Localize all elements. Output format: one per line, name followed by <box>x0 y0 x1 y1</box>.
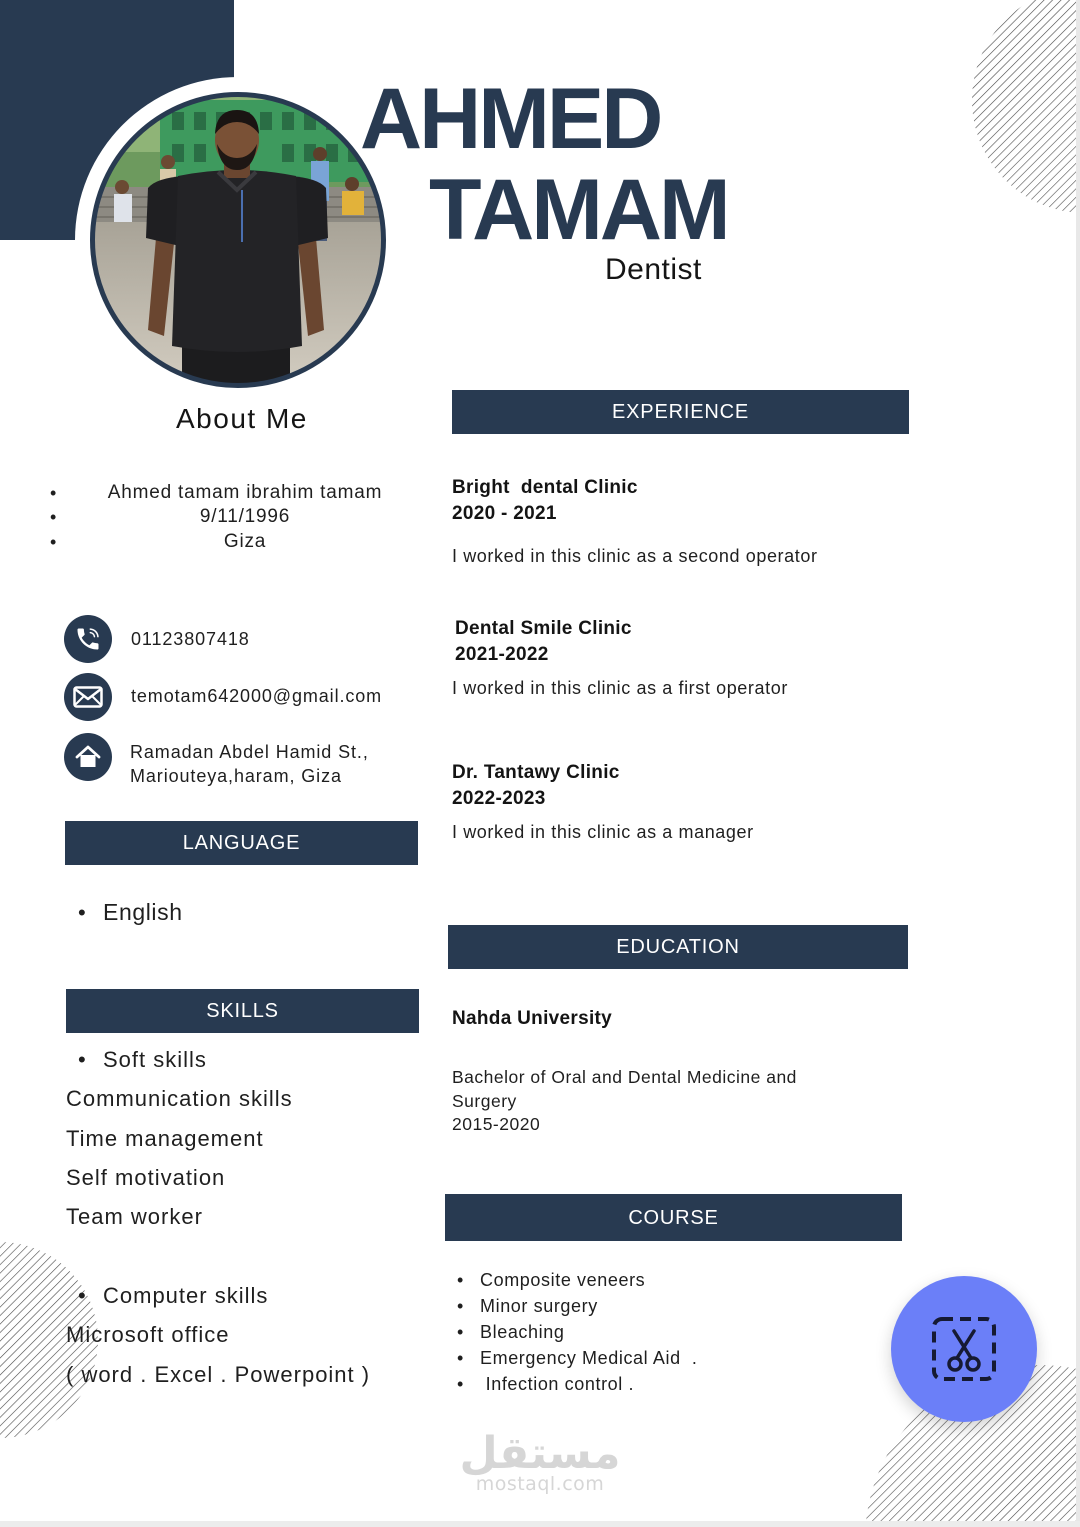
degree-line: Surgery <box>452 1091 517 1111</box>
course-item: Minor surgery <box>480 1296 598 1316</box>
course-item: Emergency Medical Aid . <box>480 1348 698 1368</box>
education-heading: EDUCATION <box>616 936 740 958</box>
bullet: • <box>457 1296 464 1316</box>
last-name: TAMAM <box>429 162 728 258</box>
phone-number: 01123807418 <box>131 629 250 649</box>
course-item: Composite veneers <box>480 1270 646 1290</box>
bullet: • <box>457 1348 464 1368</box>
screenshot-cut-icon <box>931 1316 997 1382</box>
degree-line: Bachelor of Oral and Dental Medicine and <box>452 1067 797 1087</box>
job-description: I worked in this clinic as a manager <box>452 822 754 842</box>
bullet: • <box>457 1270 464 1290</box>
hatch-circle-top-right <box>972 0 1080 213</box>
bullet: • <box>78 1283 86 1308</box>
course-header <box>445 1194 902 1241</box>
clinic-name: Dr. Tantawy Clinic <box>452 762 620 783</box>
soft-skill-item: Self motivation <box>66 1165 226 1190</box>
bullet: • <box>457 1322 464 1342</box>
job-years: 2022-2023 <box>452 788 546 809</box>
bullet: • <box>457 1374 464 1394</box>
address-line-1: Ramadan Abdel Hamid St., <box>130 742 369 762</box>
course-item: Infection control . <box>480 1374 635 1394</box>
job-description: I worked in this clinic as a second operator <box>452 546 818 566</box>
skills-header <box>66 989 419 1033</box>
address-line-2: Mariouteya,haram, Giza <box>130 766 342 786</box>
about-heading: About Me <box>176 403 308 434</box>
about-city: Giza <box>223 531 267 552</box>
clinic-name: Bright dental Clinic <box>452 477 638 498</box>
computer-skills-label: Computer skills <box>103 1283 269 1308</box>
job-description: I worked in this clinic as a first operator <box>452 678 788 698</box>
clinic-name: Dental Smile Clinic <box>455 618 632 639</box>
job-years: 2021-2022 <box>455 644 549 665</box>
profile-photo <box>90 92 386 388</box>
school-name: Nahda University <box>452 1008 613 1029</box>
email-address: temotam642000@gmail.com <box>131 686 383 706</box>
bullet: • <box>78 900 86 925</box>
language-heading: LANGUAGE <box>182 832 301 854</box>
soft-skills-label: Soft skills <box>103 1047 207 1072</box>
course-item: Bleaching <box>480 1322 565 1342</box>
bullet: • <box>78 1047 86 1072</box>
computer-skill-item: Microsoft office <box>66 1322 230 1347</box>
bullet: • <box>50 507 57 527</box>
education-years: 2015-2020 <box>452 1114 541 1134</box>
about-birth-date: 9/11/1996 <box>199 506 291 527</box>
first-name: AHMED <box>360 71 661 167</box>
soft-skill-item: Communication skills <box>66 1086 293 1111</box>
screenshot-cut-button[interactable] <box>891 1276 1037 1422</box>
home-icon <box>64 733 112 781</box>
page-edge-right <box>1076 0 1080 1527</box>
phone-icon <box>64 615 112 663</box>
watermark-logo: مستقل <box>459 1428 621 1479</box>
soft-skill-item: Team worker <box>66 1204 203 1229</box>
bullet: • <box>50 483 57 503</box>
mail-icon <box>64 673 112 721</box>
about-full-name: Ahmed tamam ibrahim tamam <box>107 482 383 503</box>
computer-skill-item: ( word . Excel . Powerpoint ) <box>66 1362 371 1387</box>
watermark-url: mostaql.com <box>475 1473 605 1495</box>
soft-skill-item: Time management <box>66 1126 264 1151</box>
job-title: Dentist <box>605 253 702 286</box>
bullet: • <box>50 532 57 552</box>
experience-heading: EXPERIENCE <box>612 401 749 423</box>
language-english: English <box>103 899 183 925</box>
course-heading: COURSE <box>628 1206 719 1229</box>
page-edge-bottom <box>0 1521 1080 1527</box>
language-header <box>65 821 418 865</box>
skills-heading: SKILLS <box>206 1000 279 1022</box>
job-years: 2020 - 2021 <box>452 503 557 524</box>
education-header <box>448 925 908 969</box>
experience-header <box>452 390 909 434</box>
